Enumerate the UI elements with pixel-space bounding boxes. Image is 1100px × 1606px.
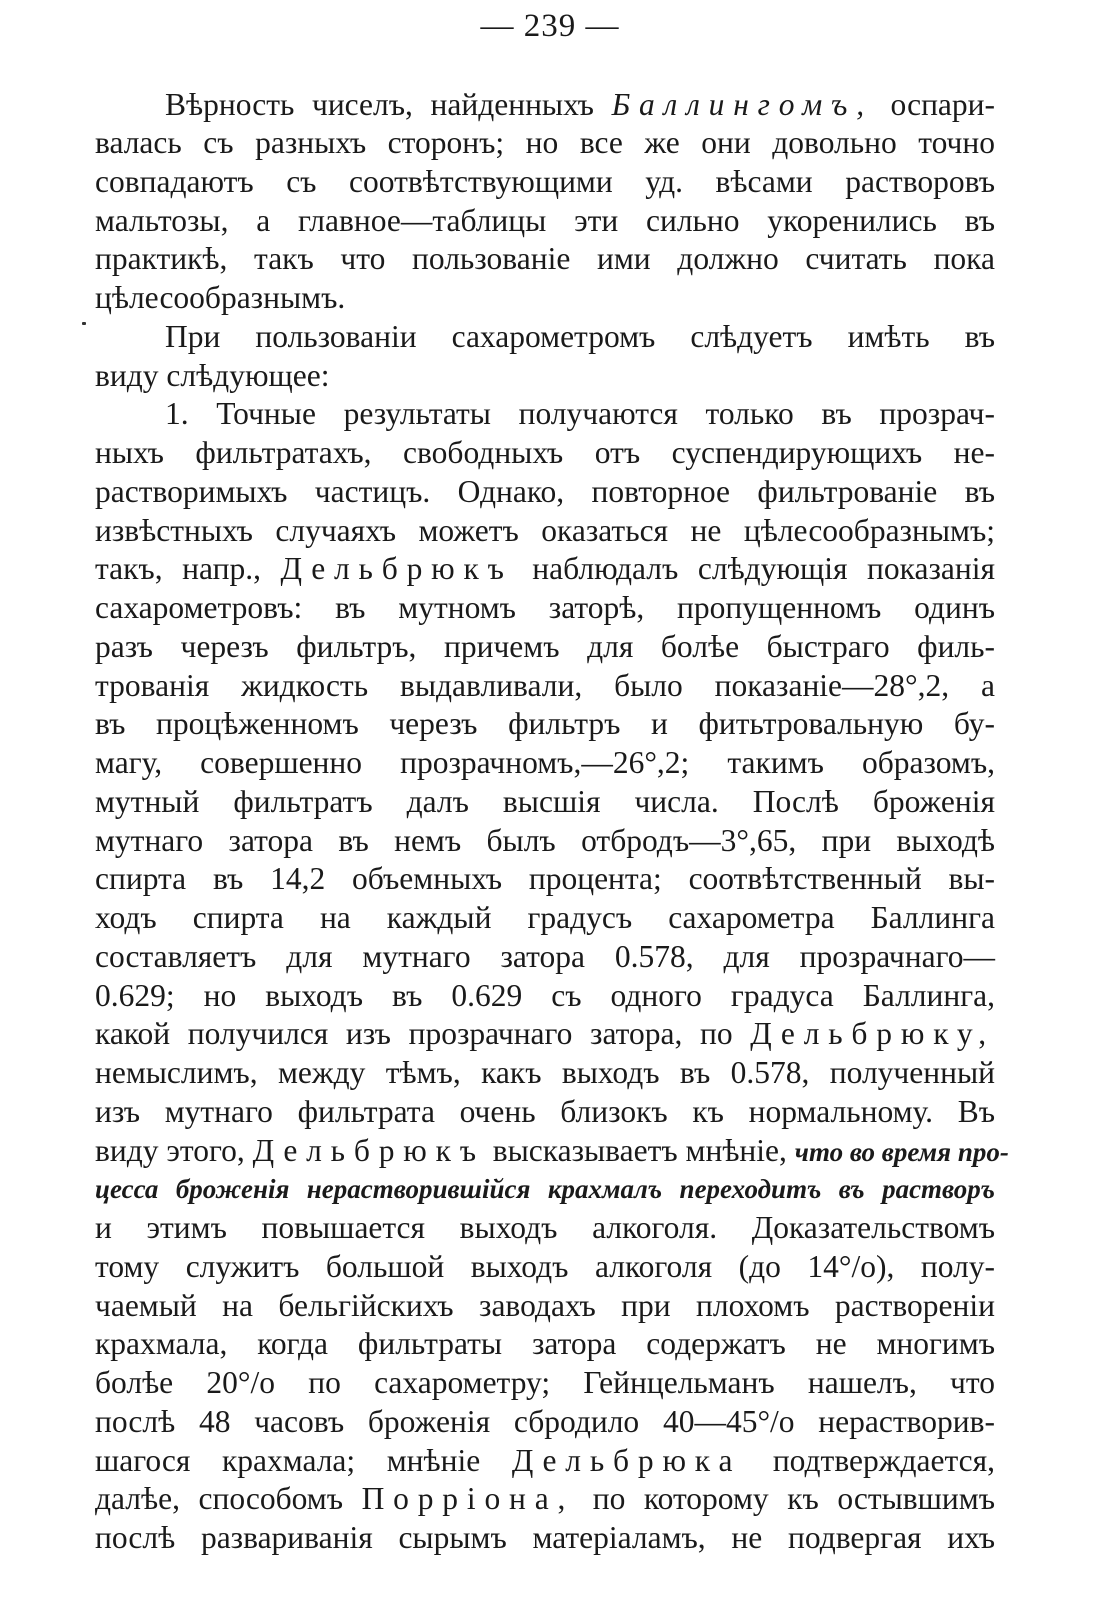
text-line: ныхъ фильтратахъ, свободныхъ отъ суспендирующихъ не-: [95, 435, 995, 470]
text-line: растворимыхъ частицъ. Однако, повторное фильтрованіе въ: [95, 474, 995, 509]
text-line: какой получился изъ прозрачнаго затора, по Дельбрюку,: [95, 1016, 995, 1051]
text-line: валась съ разныхъ сторонъ; но все же они довольно точно: [95, 125, 995, 160]
text-line: болѣе 20°/о по сахарометру; Гейнцельманъ нашелъ, что: [95, 1365, 995, 1400]
text-line: практикѣ, такъ что пользованіе ими должно считать пока: [95, 241, 995, 276]
text-line: въ процѣженномъ черезъ фильтръ и фитьтровальную бу-: [95, 706, 995, 741]
author-name-delbrueck: Дельбрюка: [511, 1443, 742, 1478]
text-line: 1. Точные результаты получаются только въ прозрач-: [165, 396, 995, 431]
text-line: такъ, напр., Дельбрюкъ наблюдалъ слѣдующія показанія: [95, 551, 995, 586]
text-line: трованія жидкость выдавливали, было показаніе—28°,2, а: [95, 668, 995, 703]
text-line: изъ мутнаго фильтрата очень близокъ къ нормальному. Въ: [95, 1094, 995, 1129]
text-line: крахмала, когда фильтраты затора содержатъ не многимъ: [95, 1326, 995, 1361]
text-line: При пользованіи сахарометромъ слѣдуетъ имѣть въ: [165, 319, 995, 354]
page-number: — 239 —: [480, 8, 620, 44]
author-name-delbrueck: Дельбрюкъ: [280, 551, 513, 586]
text-line: мутнаго затора въ немъ былъ отбродъ—3°,65, при выходѣ: [95, 823, 995, 858]
text-line: мальтозы, а главное—таблицы эти сильно укоренились въ: [95, 203, 995, 238]
text-line: тому служитъ большой выходъ алкоголя (до 14°/о), полу-: [95, 1249, 995, 1284]
text-line: магу, совершенно прозрачномъ,—26°,2; такимъ образомъ,: [95, 745, 995, 780]
text-line: немыслимъ, между тѣмъ, какъ выходъ въ 0.578, полученный: [95, 1055, 995, 1090]
text-line: составляетъ для мутнаго затора 0.578, для прозрачнаго—: [95, 939, 995, 974]
text-line: далѣе, способомъ Порріона, по которому къ остывшимъ: [95, 1481, 996, 1516]
text-line: чаемый на бельгійскихъ заводахъ при плохомъ раствореніи: [95, 1288, 995, 1323]
text-line: Вѣрность чиселъ, найденныхъ Баллингомъ, оспари-: [165, 87, 995, 122]
text-line: 0.629; но выходъ въ 0.629 съ одного градуса Баллинга,: [95, 978, 995, 1013]
text-line: сахарометровъ: въ мутномъ заторѣ, пропущенномъ одинъ: [95, 590, 995, 625]
text-line: спирта въ 14,2 объемныхъ процента; соотвѣтственный вы-: [95, 861, 995, 896]
text-line: совпадаютъ съ соотвѣтствующими уд. вѣсами растворовъ: [95, 164, 995, 199]
author-name-porrion: Порріона,: [361, 1481, 575, 1516]
author-name-ballinga: Баллингомъ,: [611, 87, 873, 122]
text-line: ходъ спирта на каждый градусъ сахарометра Баллинга: [95, 900, 995, 935]
text-line: и этимъ повышается выходъ алкоголя. Доказательствомъ: [95, 1210, 995, 1245]
text-line: извѣстныхъ случаяхъ можетъ оказаться не цѣлесообразнымъ;: [95, 513, 995, 548]
text-line: послѣ развариванія сырымъ матеріаламъ, не подвергая ихъ: [95, 1520, 995, 1555]
author-name-delbrueck: Дельбрюку,: [750, 1016, 995, 1051]
text-line: шагося крахмала; мнѣніе Дельбрюка подтверждается,: [95, 1443, 995, 1478]
text-line: виду этого, Дельбрюкъ высказываетъ мнѣніе, что во время про-: [95, 1133, 1009, 1168]
emphasized-quote: что во время про-: [794, 1137, 1009, 1167]
author-name-delbrueck: Дельбрюкъ: [252, 1133, 485, 1168]
emphasized-quote-line: цесса броженія нерастворившійся крахмалъ переходитъ въ растворъ: [95, 1174, 995, 1204]
text-line: виду слѣдующее:: [95, 358, 330, 393]
text-line: разъ черезъ фильтръ, причемъ для болѣе быстраго филь-: [95, 629, 995, 664]
text-line: мутный фильтратъ далъ высшія числа. Послѣ броженія: [95, 784, 995, 819]
print-speck: [82, 322, 86, 325]
text-line: послѣ 48 часовъ броженія сбродило 40—45°/о нерастворив-: [95, 1404, 995, 1439]
text-line: цѣлесообразнымъ.: [95, 280, 346, 315]
